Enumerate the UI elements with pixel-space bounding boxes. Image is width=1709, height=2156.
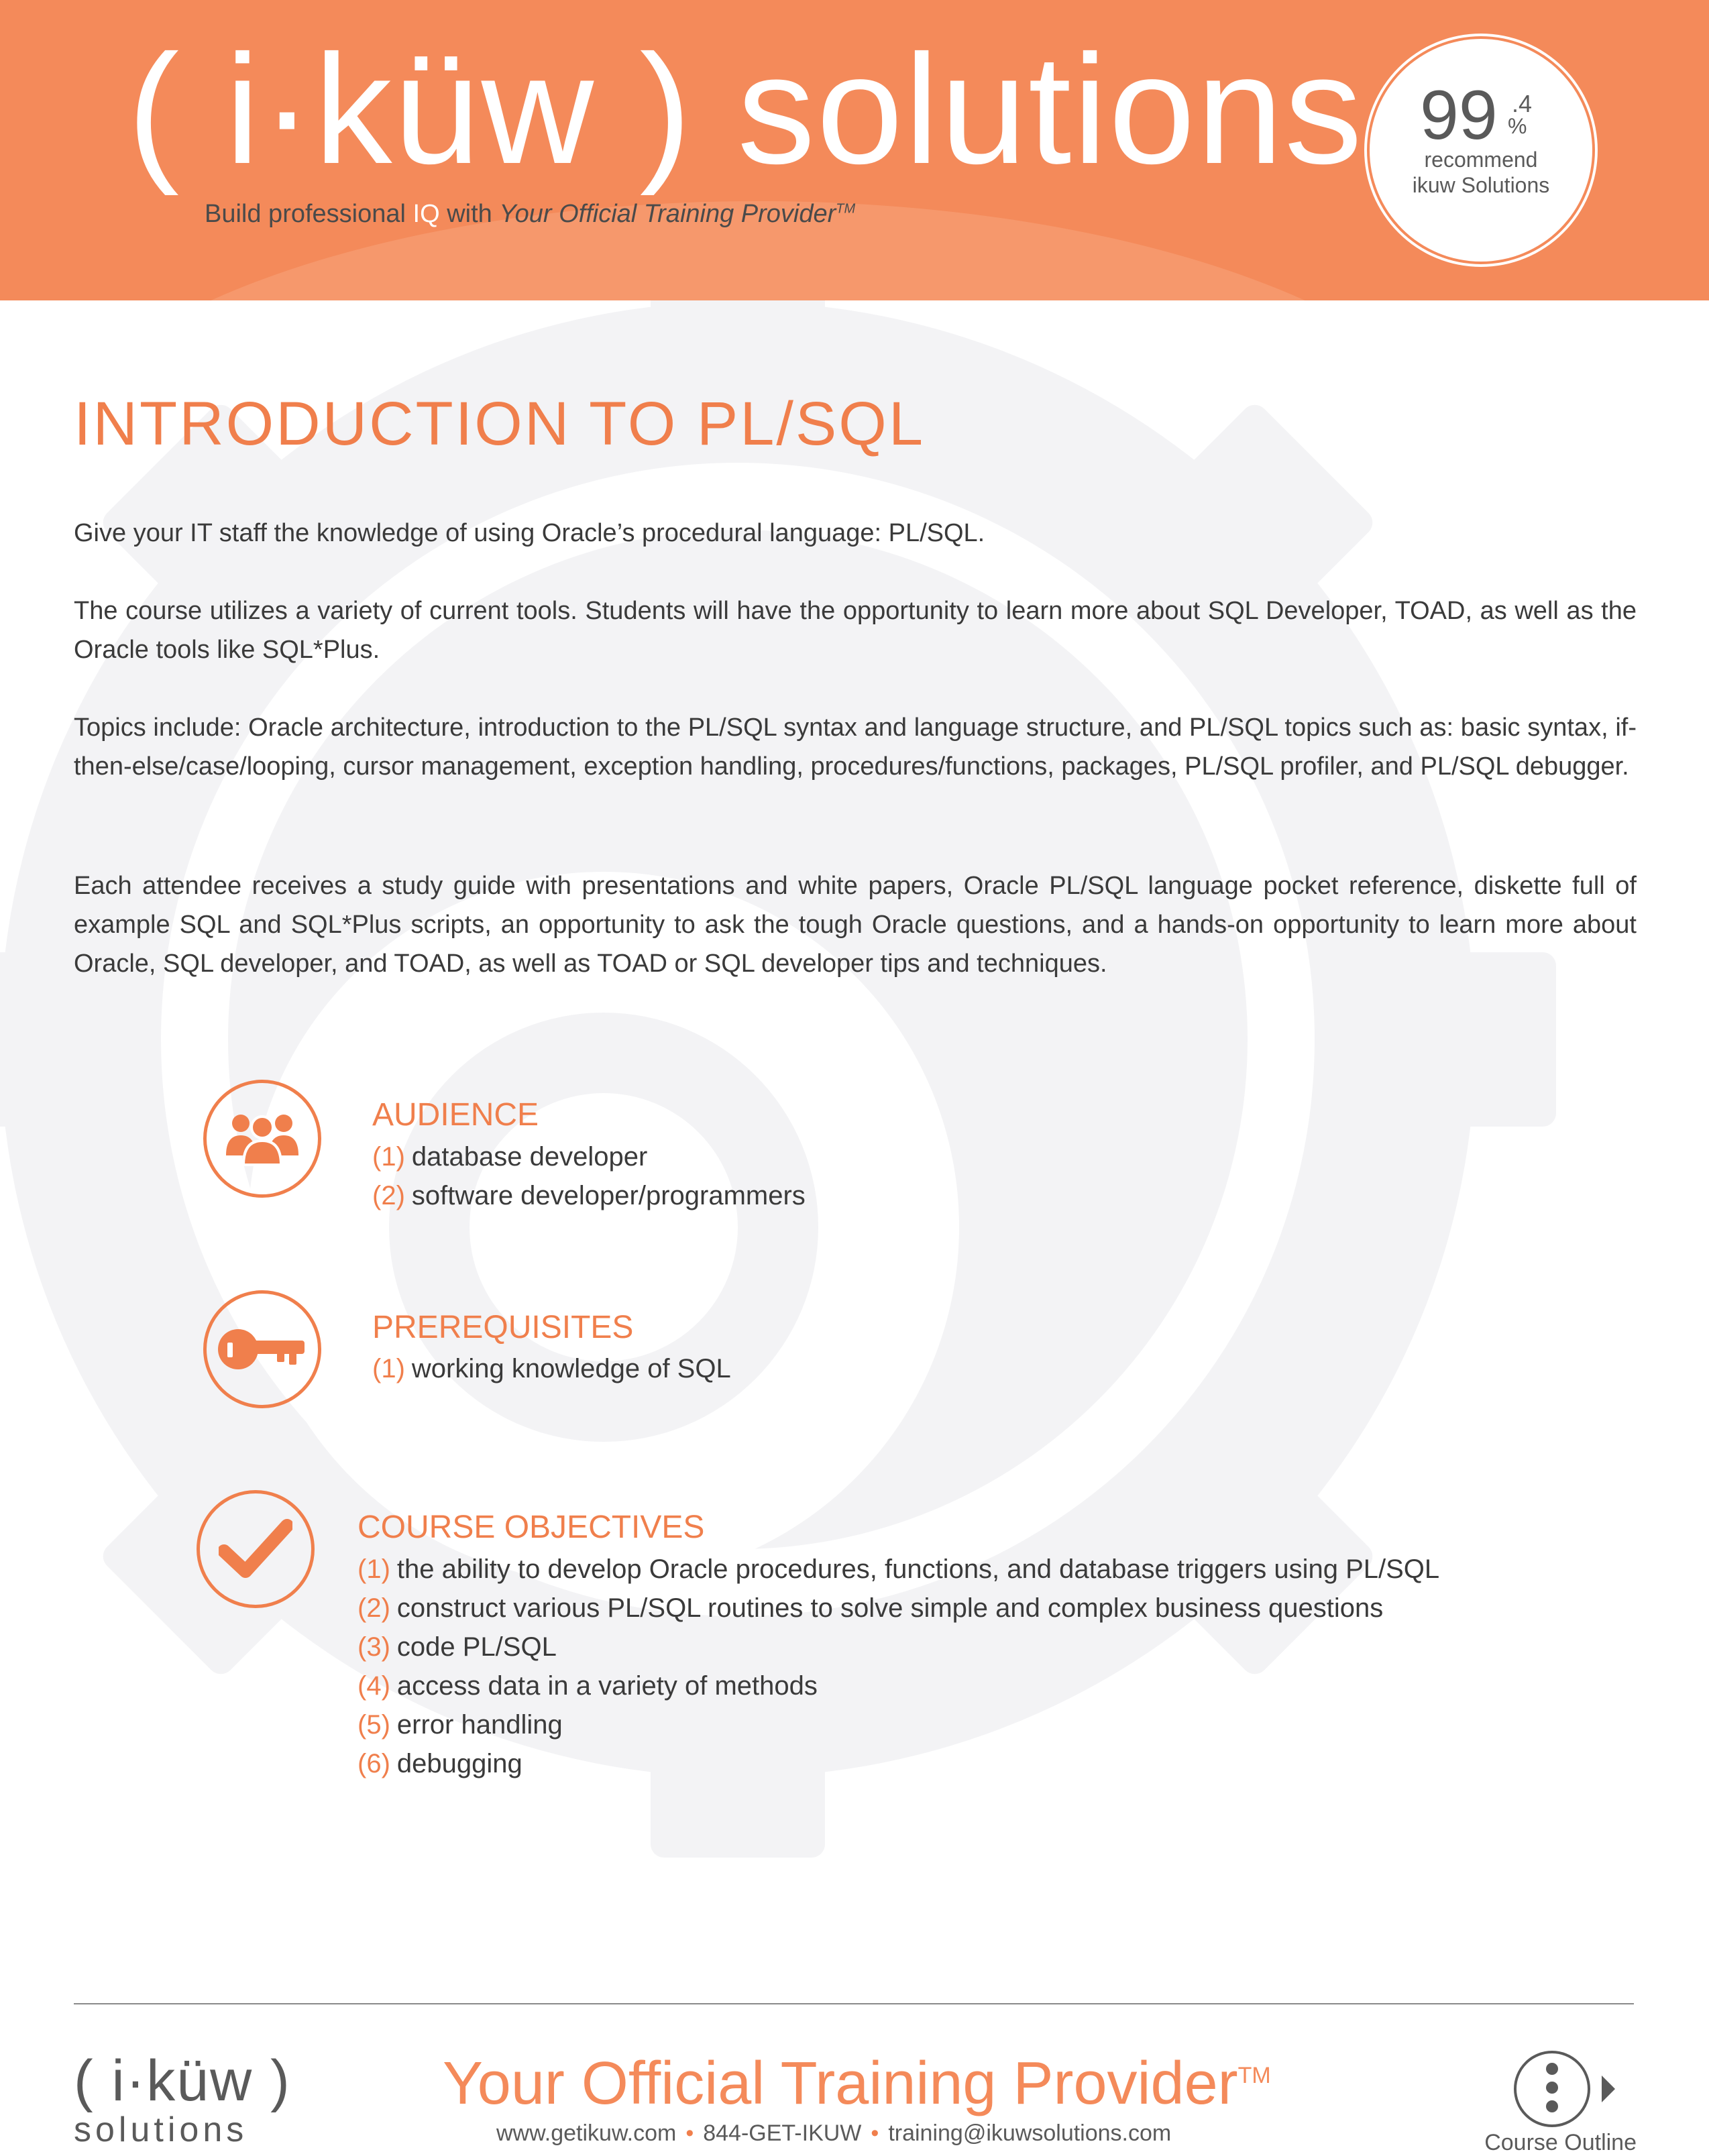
intro-paragraph-3: Topics include: Oracle architecture, introduction to the PL/SQL syntax and language structure, and PL/SQL topics such as: basic syntax, if-then-else/case/looping, cursor management, exception handling, procedures/functions, packages, PL/SQL profiler, and PL/SQL debugger. xyxy=(74,714,1637,781)
audience-icon-circle xyxy=(203,1080,321,1198)
footer-divider xyxy=(74,2003,1634,2004)
item-text: access data in a variety of methods xyxy=(396,1671,818,1701)
key-icon xyxy=(215,1326,309,1373)
item-text: code PL/SQL xyxy=(396,1632,557,1662)
footer-contact xyxy=(496,2120,1171,2147)
tagline-provider: Your Official Training Provider xyxy=(499,200,836,228)
play-arrow-icon[interactable] xyxy=(1602,2076,1615,2102)
phone-number[interactable]: 844-GET-IKUW xyxy=(703,2120,862,2146)
list-item xyxy=(372,1176,806,1215)
item-text: software developer/programmers xyxy=(411,1181,806,1210)
people-icon xyxy=(222,1109,302,1169)
course-outline-button[interactable] xyxy=(1514,2051,1590,2127)
tagline-iq: IQ xyxy=(412,200,440,228)
badge-percent: % xyxy=(1508,114,1527,138)
list-item xyxy=(372,1349,731,1388)
separator: • xyxy=(871,2120,879,2146)
item-number: (6) xyxy=(357,1749,390,1778)
item-number: (2) xyxy=(372,1181,405,1210)
page-title: INTRODUCTION TO PL/SQL xyxy=(74,390,926,458)
item-text: construct various PL/SQL routines to solve simple and complex business questions xyxy=(396,1593,1384,1623)
footer-tagline xyxy=(443,2051,1271,2117)
item-text: error handling xyxy=(396,1710,563,1740)
list-item xyxy=(357,1666,1439,1705)
tagline-tm: TM xyxy=(836,201,856,217)
tagline-mid: with xyxy=(439,200,500,228)
objectives-heading: COURSE OBJECTIVES xyxy=(357,1510,705,1545)
item-text: debugging xyxy=(396,1749,522,1778)
email-link[interactable]: training@ikuwsolutions.com xyxy=(888,2120,1172,2146)
badge-decimal: .4 xyxy=(1512,90,1533,117)
item-text: the ability to develop Oracle procedures, functions, and database triggers using PL/SQL xyxy=(396,1554,1440,1584)
badge-number: 99 xyxy=(1420,76,1498,154)
objectives-list xyxy=(357,1550,1439,1783)
audience-list xyxy=(372,1137,806,1215)
intro-paragraph-2: The course utilizes a variety of current tools. Students will have the opportunity to learn more about SQL Developer, TOAD, as well as the Oracle tools like SQL*Plus. xyxy=(74,597,1637,664)
objectives-icon-circle xyxy=(197,1490,315,1608)
item-number: (1) xyxy=(372,1142,405,1172)
item-text: database developer xyxy=(411,1142,648,1172)
item-text: working knowledge of SQL xyxy=(411,1354,731,1383)
prerequisites-icon-circle xyxy=(203,1290,321,1408)
checkmark-icon xyxy=(219,1519,292,1579)
list-item xyxy=(372,1137,806,1176)
brand-title: ( i·küw ) solutions xyxy=(127,23,1364,196)
prerequisites-heading: PREREQUISITES xyxy=(372,1310,634,1345)
list-item xyxy=(357,1628,1439,1666)
menu-dots-icon xyxy=(1546,2063,1558,2119)
list-item xyxy=(357,1705,1439,1744)
item-number: (3) xyxy=(357,1632,390,1662)
audience-heading: AUDIENCE xyxy=(372,1097,539,1133)
footer-logo-top: ( i·küw ) xyxy=(74,2049,291,2113)
item-number: (1) xyxy=(357,1554,390,1584)
badge-line2: ikuw Solutions xyxy=(1412,173,1550,197)
intro-paragraph-4: Each attendee receives a study guide with presentations and white papers, Oracle PL/SQL language pocket reference, diskette full of example SQL and SQL*Plus scripts, an opportunity to ask the tough Oracle questions, and a hands-on opportunity to learn more about Oracle, SQL developer, and TOAD, as well as TOAD or SQL developer tips and techniques. xyxy=(74,872,1637,978)
item-number: (1) xyxy=(372,1354,405,1383)
badge-line1: recommend xyxy=(1424,148,1538,172)
website-link[interactable]: www.getikuw.com xyxy=(496,2120,677,2146)
item-number: (4) xyxy=(357,1671,390,1701)
item-number: (5) xyxy=(357,1710,390,1740)
tagline-prefix: Build professional xyxy=(205,200,413,228)
item-number: (2) xyxy=(357,1593,390,1623)
list-item xyxy=(357,1550,1439,1589)
footer-tagline-text: Your Official Training Provider xyxy=(443,2050,1238,2117)
list-item xyxy=(357,1589,1439,1628)
prerequisites-list xyxy=(372,1349,731,1388)
separator: • xyxy=(685,2120,694,2146)
course-outline-label: Course Outline xyxy=(1484,2130,1637,2155)
intro-paragraph-1: Give your IT staff the knowledge of using Oracle’s procedural language: PL/SQL. xyxy=(74,519,985,547)
footer-tagline-tm: TM xyxy=(1237,2063,1271,2088)
list-item xyxy=(357,1744,1439,1783)
footer-logo-bottom: solutions xyxy=(74,2110,248,2149)
